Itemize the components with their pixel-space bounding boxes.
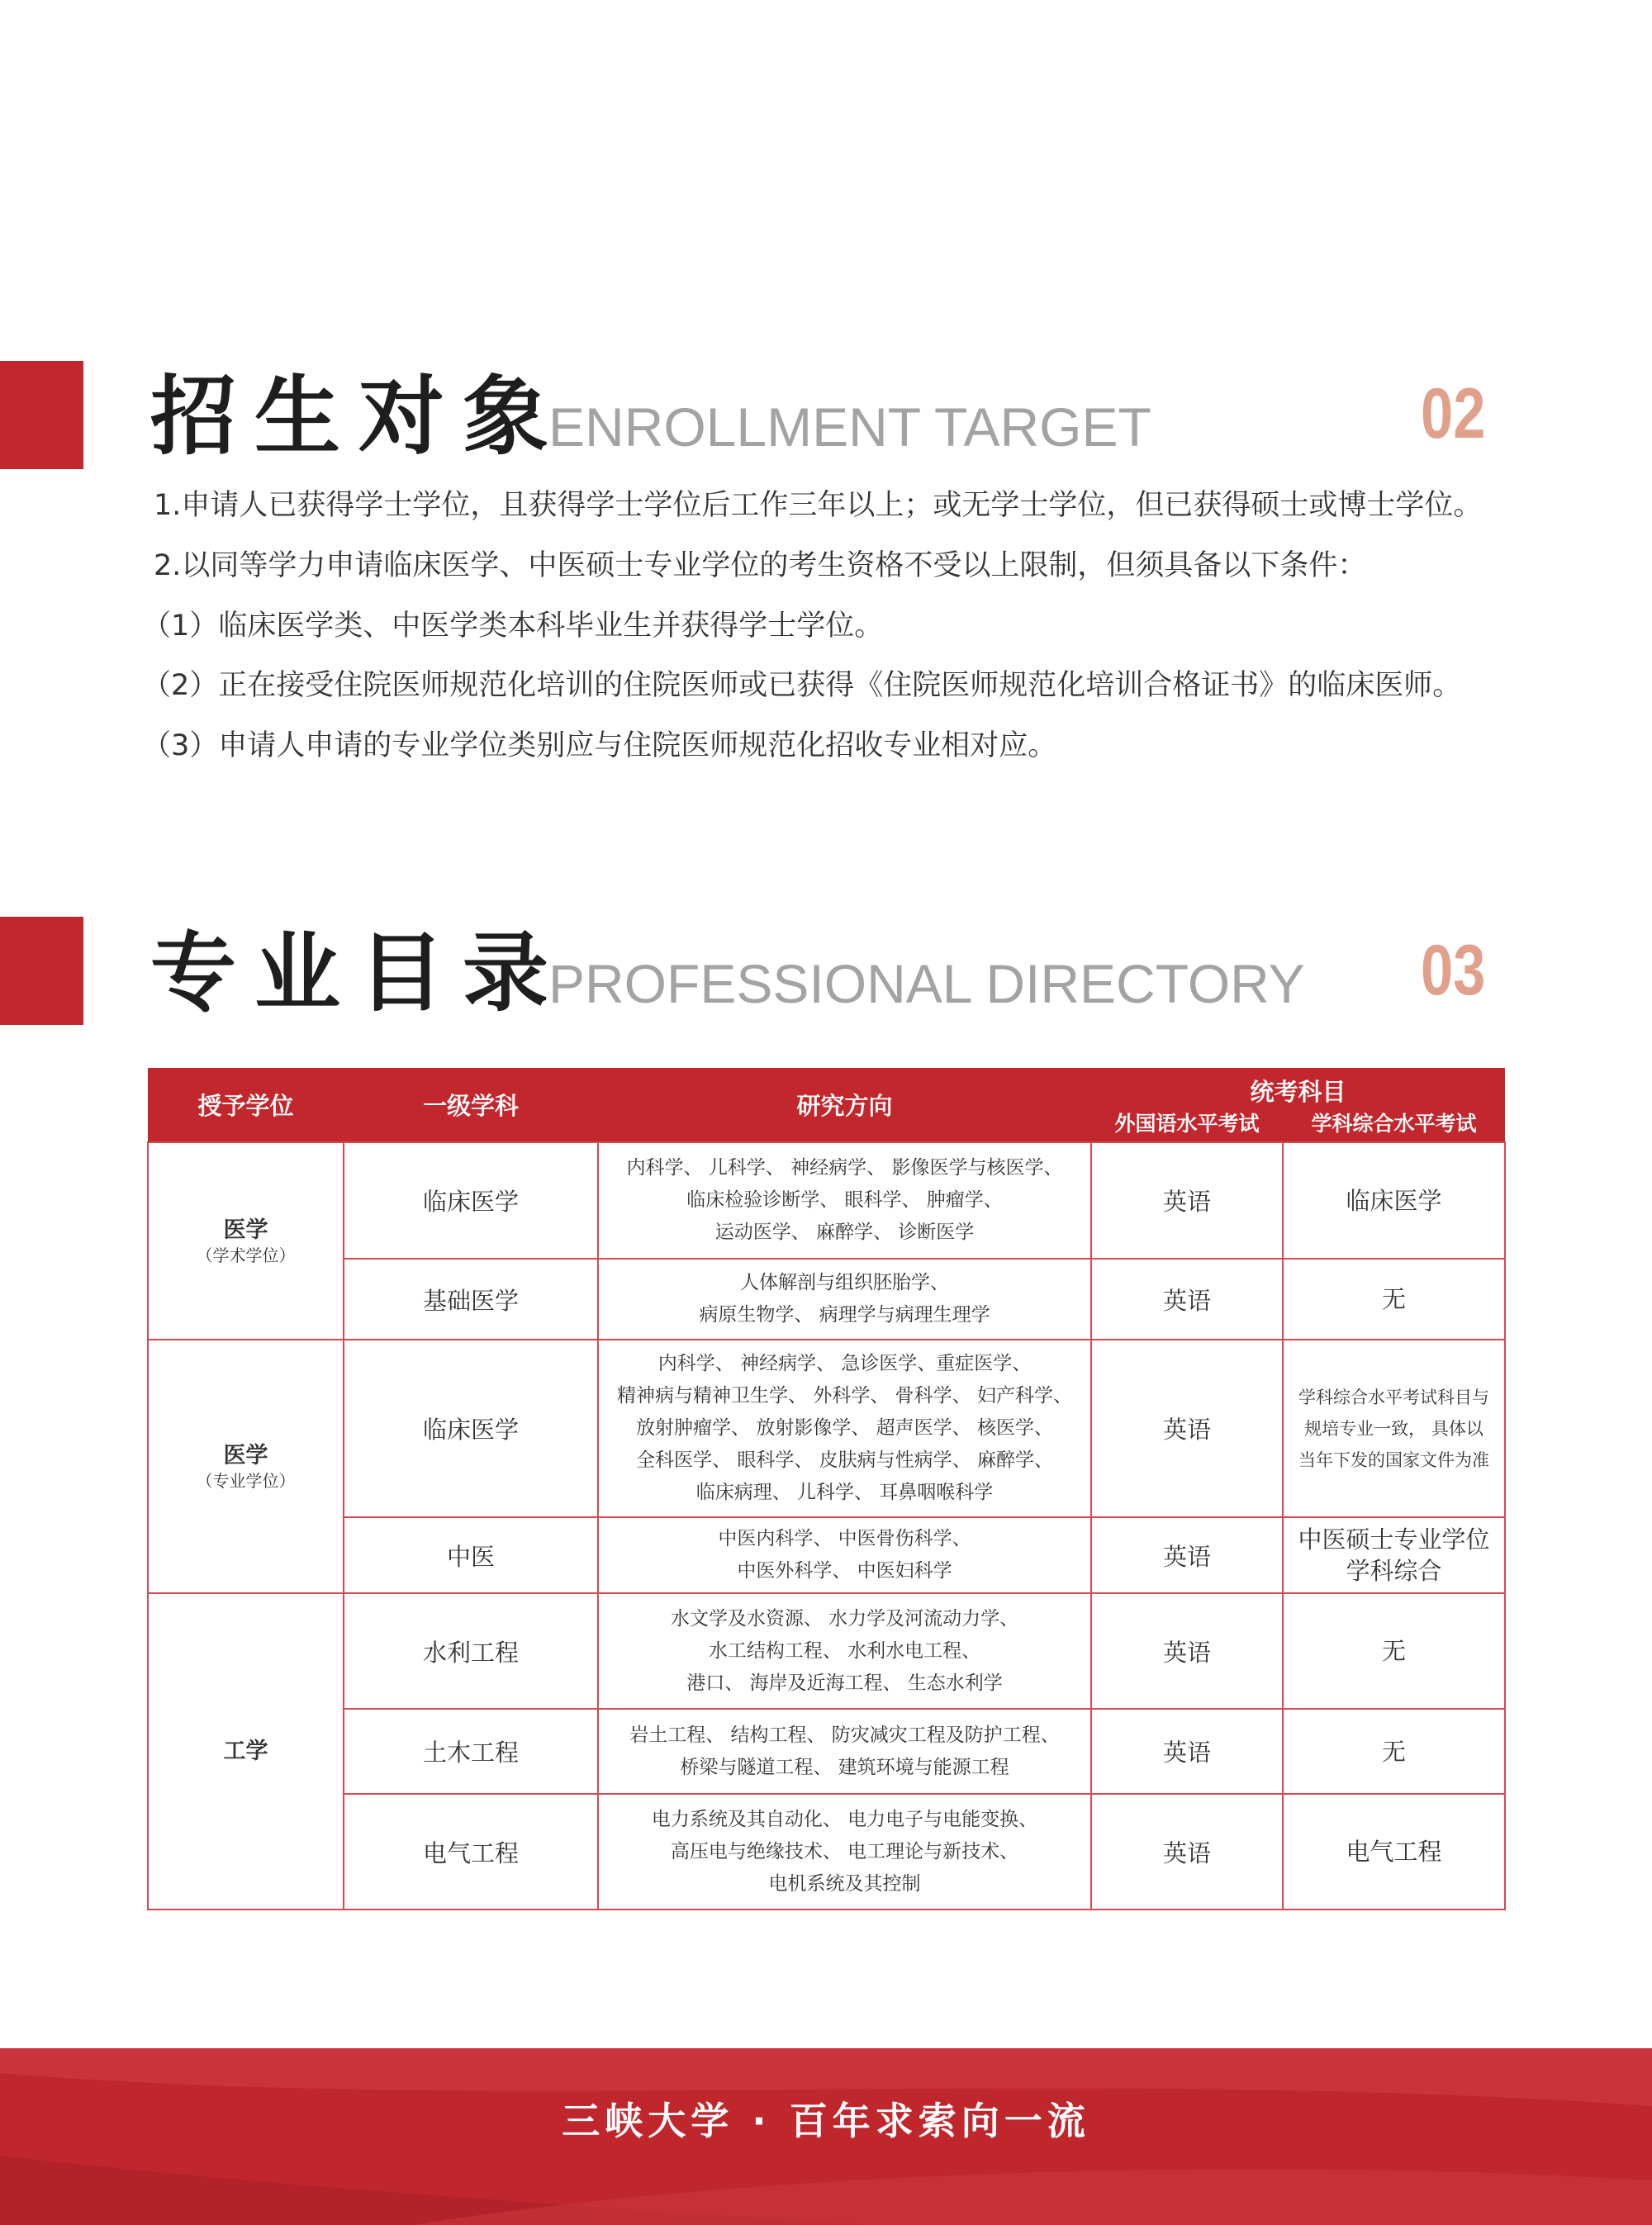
foreign-language-cell: 英语 bbox=[1091, 1142, 1283, 1259]
table-row bbox=[148, 1517, 1505, 1593]
discipline-cell: 电气工程 bbox=[344, 1794, 598, 1910]
degree-name: 医学 bbox=[223, 1217, 268, 1243]
section3-subtitle: PROFESSIONAL DIRECTORY bbox=[548, 953, 1305, 1014]
header-direction: 研究方向 bbox=[598, 1068, 1091, 1142]
degree-cell bbox=[148, 1593, 344, 1910]
footer-slogan: 三峡大学 · 百年求索向一流 bbox=[562, 2099, 1090, 2143]
direction-cell: 岩土工程、 结构工程、 防灾减灾工程及防护工程、 桥梁与隧道工程、 建筑环境与能源工程 bbox=[598, 1709, 1091, 1794]
degree-cell bbox=[148, 1340, 344, 1593]
enrollment-item-1: 1.申请人已获得学士学位，且获得学士学位后工作三年以上；或无学士学位，但已获得硕士或博士学位。 bbox=[154, 489, 1483, 522]
discipline-cell: 临床医学 bbox=[344, 1142, 598, 1259]
foreign-language-cell: 英语 bbox=[1091, 1517, 1283, 1593]
section3-number: 03 bbox=[1421, 931, 1486, 1010]
professional-directory-table bbox=[147, 1068, 1506, 1910]
degree-name: 医学 bbox=[223, 1442, 268, 1468]
direction-cell: 电力系统及其自动化、 电力电子与电能变换、 高压电与绝缘技术、 电工理论与新技术、 电机系统及其控制 bbox=[598, 1794, 1091, 1910]
table-row bbox=[148, 1709, 1505, 1794]
degree-cell bbox=[148, 1142, 344, 1340]
foreign-language-cell: 英语 bbox=[1091, 1259, 1283, 1340]
discipline-cell: 中医 bbox=[344, 1517, 598, 1593]
table-row bbox=[148, 1142, 1505, 1259]
direction-cell: 内科学、 儿科学、 神经病学、 影像医学与核医学、 临床检验诊断学、 眼科学、 肿瘤学、 运动医学、 麻醉学、 诊断医学 bbox=[598, 1142, 1091, 1259]
foreign-language-cell: 英语 bbox=[1091, 1709, 1283, 1794]
direction-cell: 中医内科学、 中医骨伤科学、 中医外科学、 中医妇科学 bbox=[598, 1517, 1091, 1593]
enrollment-item-3: （1）临床医学类、中医学类本科毕业生并获得学士学位。 bbox=[142, 610, 884, 643]
comprehensive-cell: 无 bbox=[1283, 1259, 1505, 1340]
foreign-language-cell: 英语 bbox=[1091, 1340, 1283, 1517]
section3-accent-bar bbox=[0, 917, 83, 1025]
section2-title: 招生对象 bbox=[150, 366, 567, 467]
foreign-language-cell: 英语 bbox=[1091, 1593, 1283, 1709]
enrollment-item-5: （3）申请人申请的专业学位类别应与住院医师规范化招收专业相对应。 bbox=[142, 729, 1057, 762]
degree-note: （专业学位） bbox=[196, 1471, 296, 1492]
section3-title: 专业目录 bbox=[150, 923, 567, 1023]
degree-note: （学术学位） bbox=[196, 1245, 296, 1266]
discipline-cell: 水利工程 bbox=[344, 1593, 598, 1709]
comprehensive-cell: 中医硕士专业学位 学科综合 bbox=[1283, 1517, 1505, 1593]
foreign-language-cell: 英语 bbox=[1091, 1794, 1283, 1910]
table-row bbox=[148, 1259, 1505, 1340]
header-discipline: 一级学科 bbox=[344, 1068, 598, 1142]
table-row bbox=[148, 1794, 1505, 1910]
enrollment-item-2: 2.以同等学力申请临床医学、中医硕士专业学位的考生资格不受以上限制，但须具备以下条件： bbox=[154, 549, 1367, 582]
comprehensive-cell: 无 bbox=[1283, 1709, 1505, 1794]
comprehensive-cell: 临床医学 bbox=[1283, 1142, 1505, 1259]
footer-banner bbox=[0, 2048, 1652, 2225]
header-foreign-language: 外国语水平考试 bbox=[1091, 1108, 1283, 1142]
header-exam: 统考科目 bbox=[1091, 1068, 1505, 1108]
direction-cell: 水文学及水资源、 水力学及河流动力学、 水工结构工程、 水利水电工程、 港口、 海岸及近海工程、 生态水利学 bbox=[598, 1593, 1091, 1709]
table-row bbox=[148, 1340, 1505, 1517]
header-comprehensive: 学科综合水平考试 bbox=[1283, 1108, 1505, 1142]
section2-accent-bar bbox=[0, 361, 83, 469]
discipline-cell: 基础医学 bbox=[344, 1259, 598, 1340]
table-row bbox=[148, 1593, 1505, 1709]
comprehensive-cell: 学科综合水平考试科目与 规培专业一致， 具体以 当年下发的国家文件为准 bbox=[1283, 1340, 1505, 1517]
enrollment-item-4: （2）正在接受住院医师规范化培训的住院医师或已获得《住院医师规范化培训合格证书》的临床医师。 bbox=[142, 669, 1462, 702]
section2-number: 02 bbox=[1421, 374, 1486, 453]
discipline-cell: 临床医学 bbox=[344, 1340, 598, 1517]
direction-cell: 人体解剖与组织胚胎学、 病原生物学、 病理学与病理生理学 bbox=[598, 1259, 1091, 1340]
discipline-cell: 土木工程 bbox=[344, 1709, 598, 1794]
comprehensive-cell: 无 bbox=[1283, 1593, 1505, 1709]
section2-subtitle: ENROLLMENT TARGET bbox=[548, 396, 1151, 458]
degree-name: 工学 bbox=[223, 1738, 268, 1764]
header-degree: 授予学位 bbox=[148, 1068, 344, 1142]
comprehensive-cell: 电气工程 bbox=[1283, 1794, 1505, 1910]
direction-cell: 内科学、 神经病学、 急诊医学、重症医学、 精神病与精神卫生学、 外科学、 骨科学、 妇产科学、 放射肿瘤学、 放射影像学、 超声医学、 核医学、 全科医学、 眼科学、 皮肤病与性病学、 麻醉学、 临床病理、 儿科学、 耳鼻咽喉科学 bbox=[598, 1340, 1091, 1517]
